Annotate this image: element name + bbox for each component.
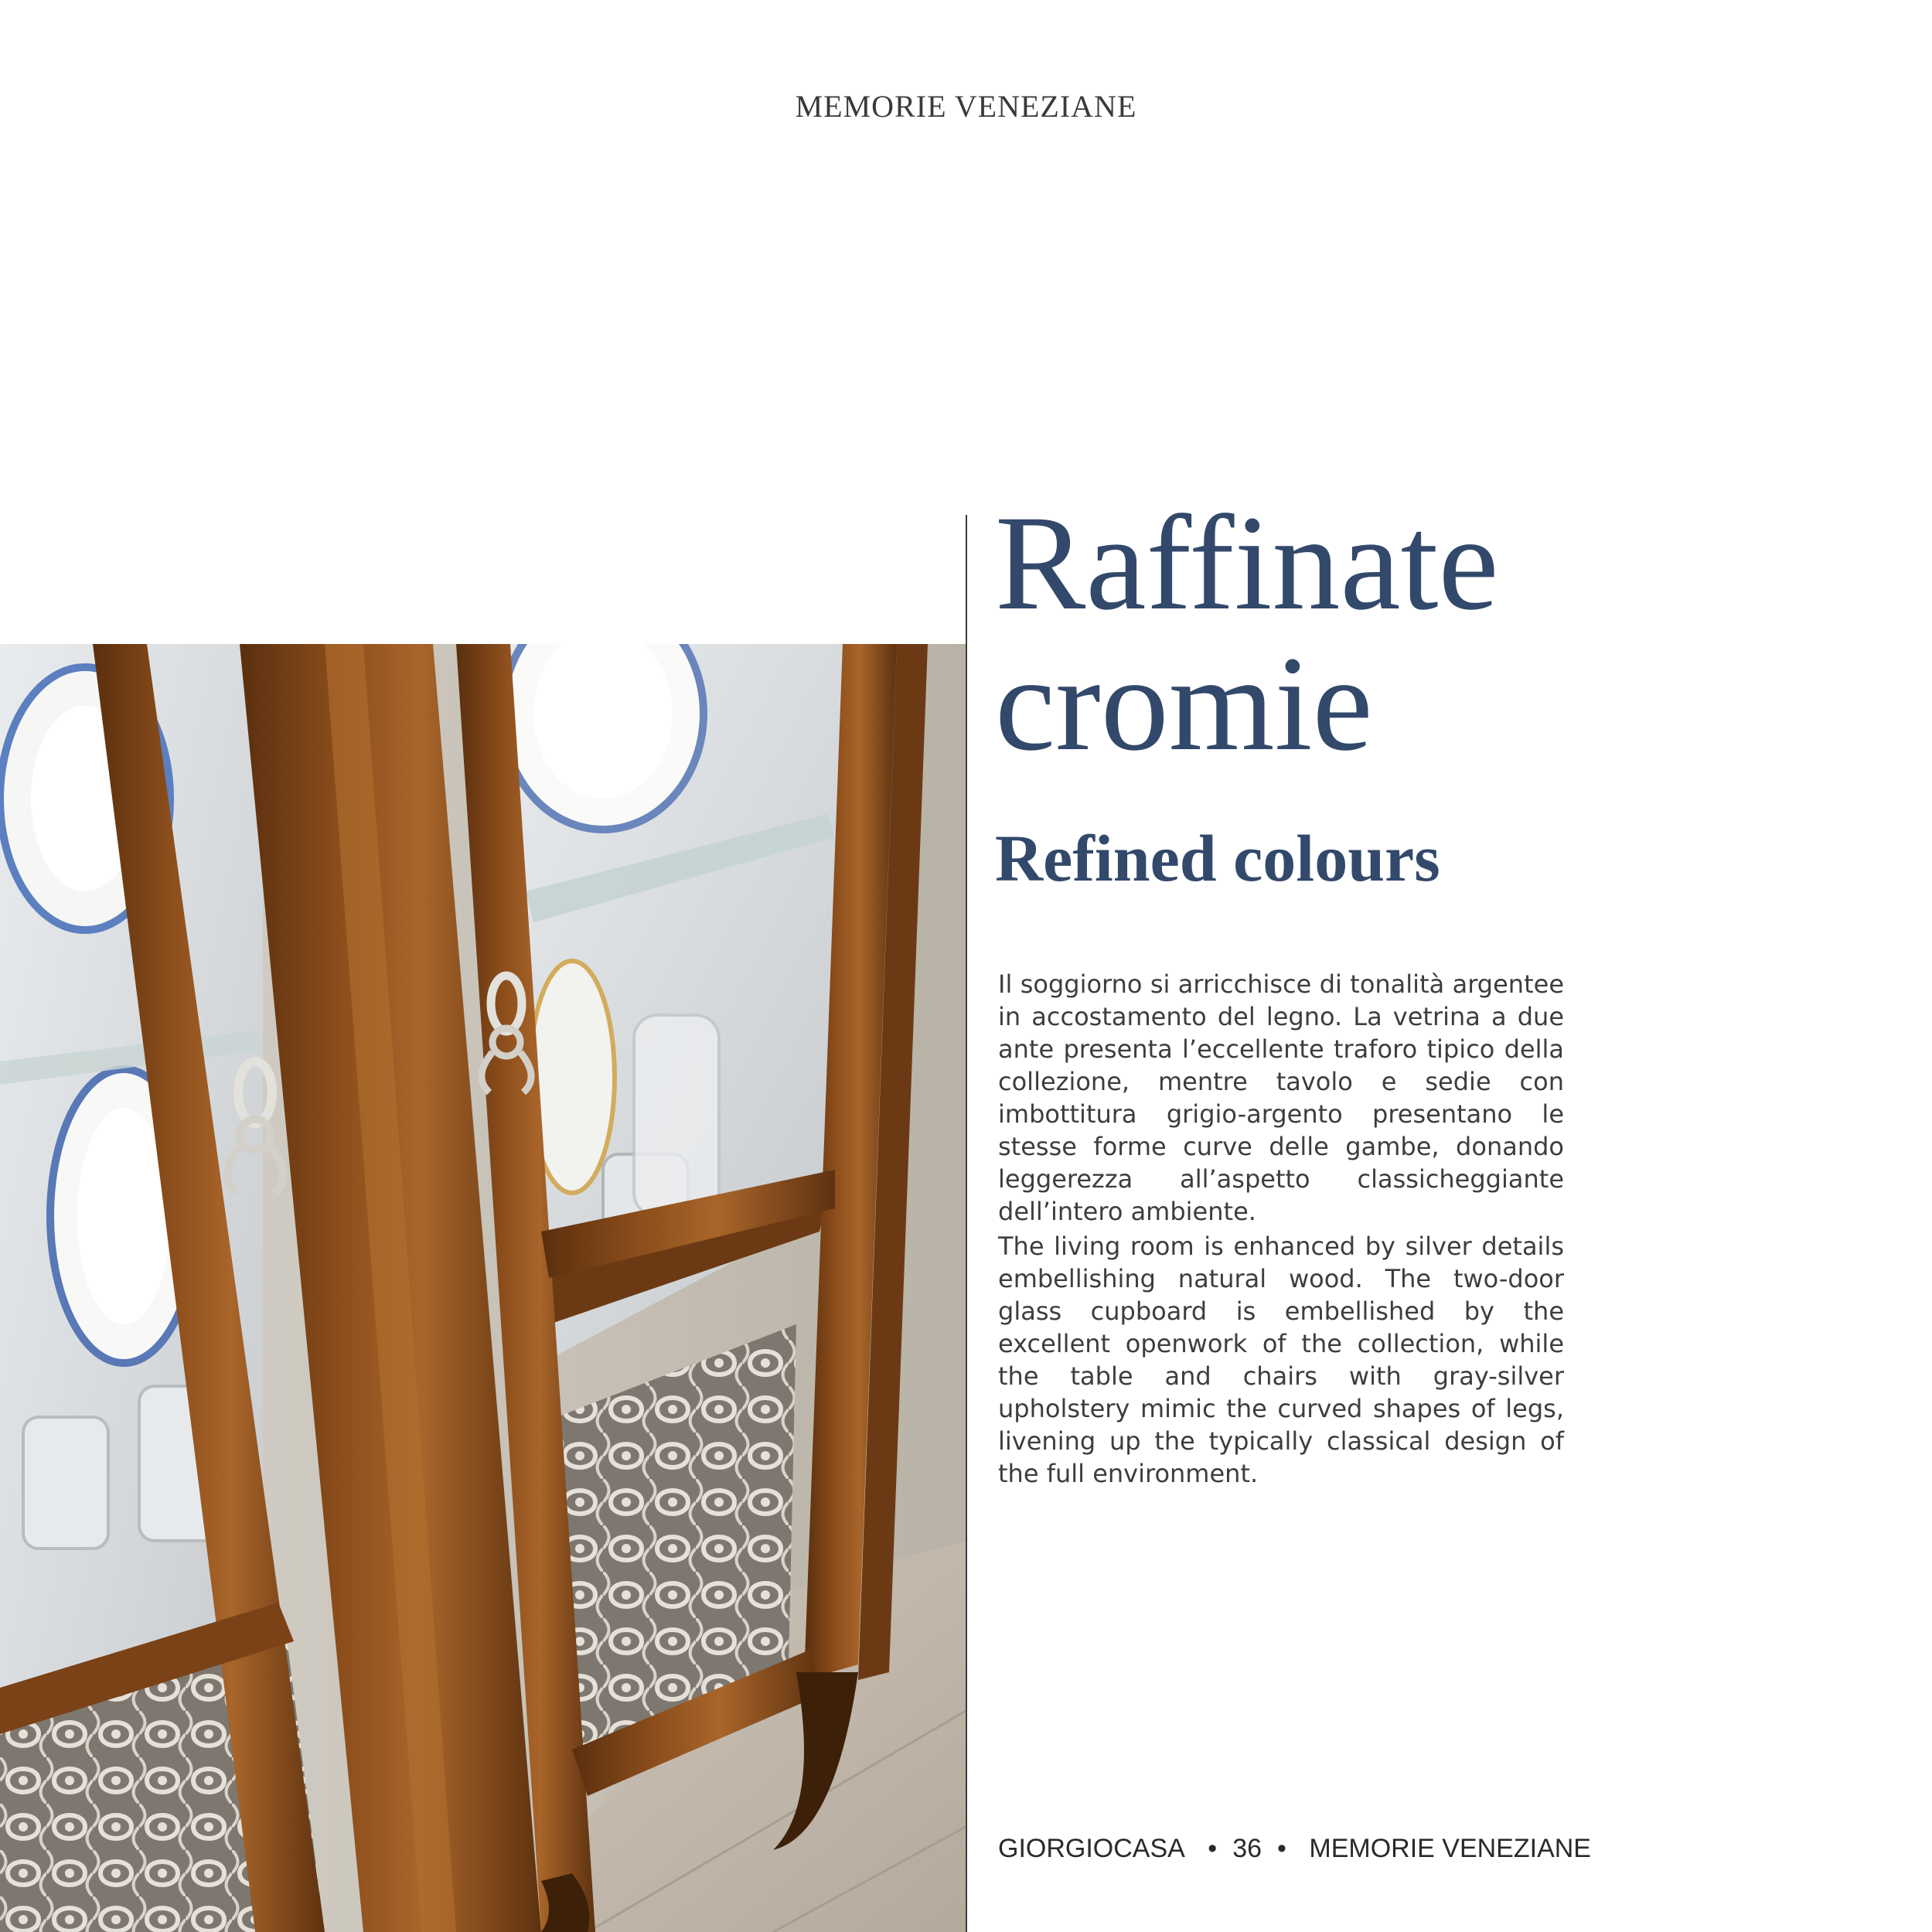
page-number: 36 (1232, 1834, 1262, 1863)
paragraph-english: The living room is enhanced by silver details embellishing natural wood. The two-door glass cupboard is embellished by the excellent openwork of the collection, while the table and chairs with gray-silver upholstery mimic the curved shapes of legs, livening up the typically classical design of the full environment. (998, 1232, 1564, 1488)
title-line-2: cromie (995, 629, 1373, 779)
footer-collection: MEMORIE VENEZIANE (1309, 1834, 1591, 1863)
article-title (995, 488, 1845, 779)
column-divider (966, 515, 967, 1932)
footer-separator-1: • (1208, 1834, 1218, 1863)
page-footer (998, 1834, 1591, 1864)
footer-separator-2: • (1277, 1834, 1286, 1863)
product-photo-glass-cabinet (0, 644, 966, 1932)
article-subtitle: Refined colours (995, 821, 1440, 895)
title-line-1: Raffinate (995, 488, 1499, 639)
paragraph-italian: Il soggiorno si arricchisce di tonalità argentee in accostamento del legno. La vetrina a due ante presenta l’eccellente traforo tipico della collezione, mentre tavolo e sedie con imbottitura grigio-argento presentano le stesse forme curve delle gambe, donando leggerezza all’aspetto classicheggiante dell’intero ambiente. (998, 969, 1564, 1226)
running-header: MEMORIE VENEZIANE (795, 89, 1137, 124)
footer-brand: GIORGIOCASA (998, 1834, 1185, 1863)
